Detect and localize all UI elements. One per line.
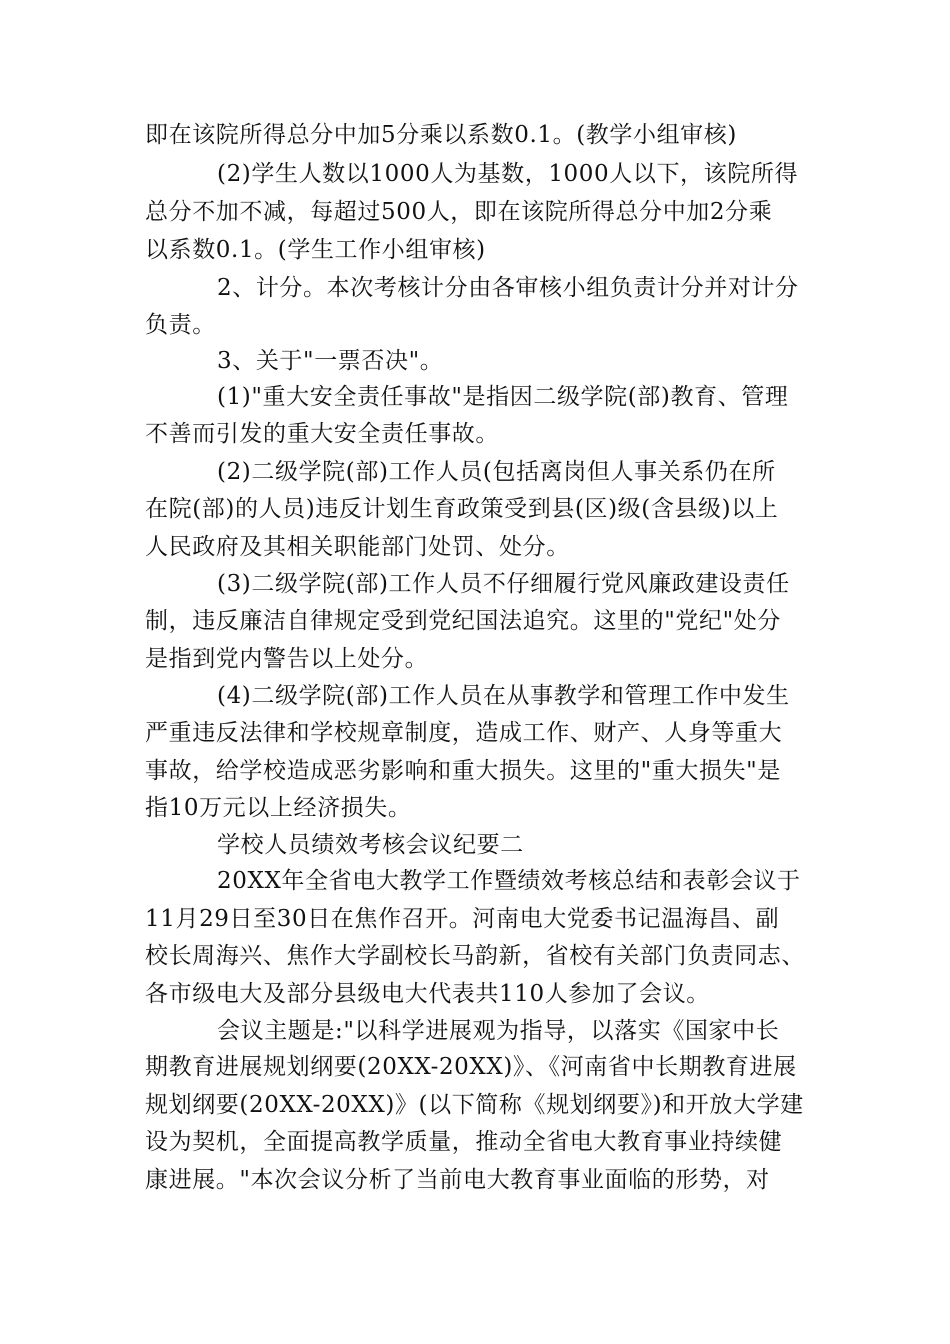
text-line: 期教育进展规划纲要(20XX-20XX)》、《河南省中长期教育进展 (145, 1054, 797, 1080)
text-line: (3)二级学院(部)工作人员不仔细履行党风廉政建设责任 (217, 571, 790, 597)
text-line: 是指到党内警告以上处分。 (145, 646, 429, 672)
text-line: 2、计分。本次考核计分由各审核小组负责计分并对计分 (217, 275, 799, 301)
text-line: 会议主题是:"以科学进展观为指导，以落实《国家中长 (217, 1018, 780, 1044)
text-line: 总分不加不减，每超过500人，即在该院所得总分中加2分乘 (145, 199, 773, 225)
text-line: 指10万元以上经济损失。 (145, 795, 412, 821)
text-line: (1)"重大安全责任事故"是指因二级学院(部)教育、管理 (217, 384, 789, 410)
text-line: 设为契机，全面提高教学质量，推动全省电大教育事业持续健 (145, 1129, 783, 1155)
text-line: 3、关于"一票否决"。 (217, 348, 444, 374)
text-line: 负责。 (145, 312, 216, 338)
text-line: (2)二级学院(部)工作人员(包括离岗但人事关系仍在所 (217, 459, 776, 485)
text-line: 各市级电大及部分县级电大代表共110人参加了会议。 (145, 981, 710, 1007)
text-line: (4)二级学院(部)工作人员在从事教学和管理工作中发生 (217, 683, 790, 709)
text-line: 在院(部)的人员)违反计划生育政策受到县(区)级(含县级)以上 (145, 496, 779, 522)
text-line: 人民政府及其相关职能部门处罚、处分。 (145, 534, 570, 560)
text-line: 以系数0.1。(学生工作小组审核) (145, 237, 486, 263)
text-line: 不善而引发的重大安全责任事故。 (145, 421, 499, 447)
text-line: 严重违反法律和学校规章制度，造成工作、财产、人身等重大 (145, 720, 783, 746)
text-line: (2)学生人数以1000人为基数，1000人以下，该院所得 (217, 161, 799, 187)
text-line: 事故，给学校造成恶劣影响和重大损失。这里的"重大损失"是 (145, 758, 781, 784)
text-line: 校长周海兴、焦作大学副校长马韵新，省校有关部门负责同志、 (145, 943, 805, 969)
text-line: 11月29日至30日在焦作召开。河南电大党委书记温海昌、副 (145, 906, 780, 932)
section-heading: 学校人员绩效考核会议纪要二 (217, 832, 524, 858)
text-line: 康进展。"本次会议分析了当前电大教育事业面临的形势，对 (145, 1167, 770, 1193)
text-line: 20XX年全省电大教学工作暨绩效考核总结和表彰会议于 (217, 868, 801, 894)
text-line: 即在该院所得总分中加5分乘以系数0.1。(教学小组审核) (145, 122, 737, 148)
text-line: 规划纲要(20XX-20XX)》(以下简称《规划纲要》)和开放大学建 (145, 1092, 804, 1118)
text-line: 制，违反廉洁自律规定受到党纪国法追究。这里的"党纪"处分 (145, 608, 781, 634)
